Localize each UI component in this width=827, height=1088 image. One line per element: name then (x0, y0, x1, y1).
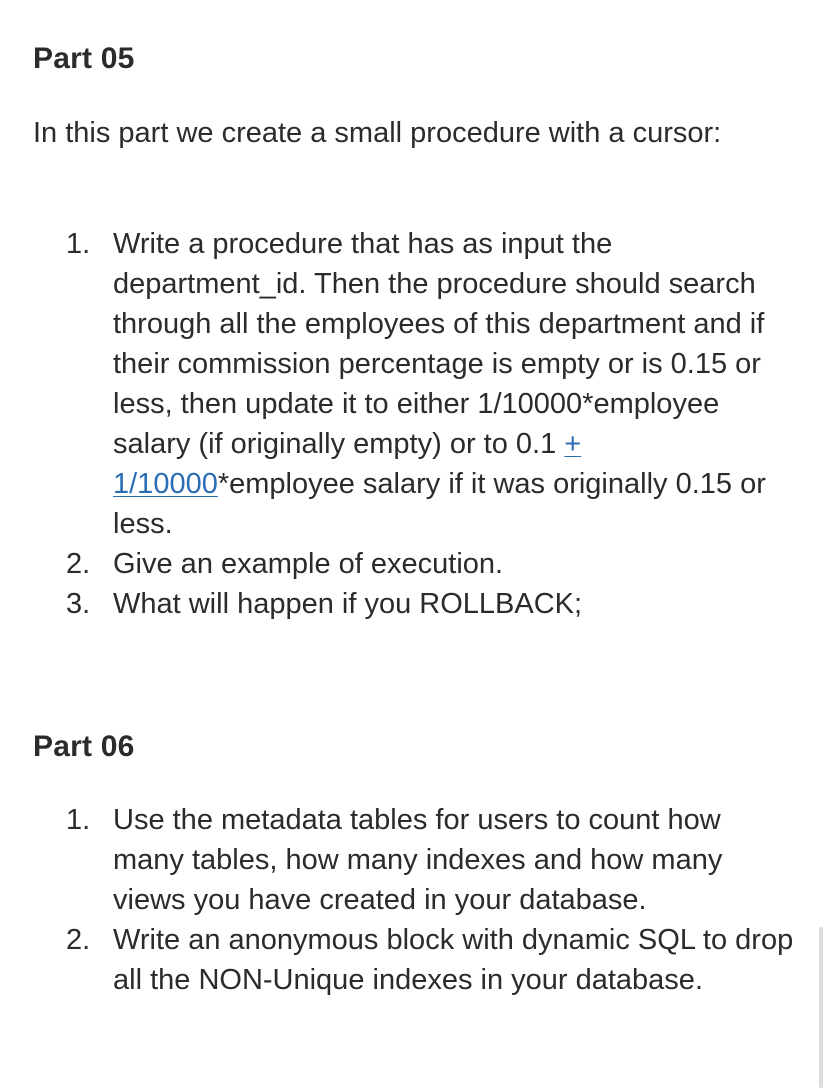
part06-heading: Part 06 (33, 730, 135, 763)
list-number: 2. (66, 548, 91, 580)
part05-heading: Part 05 (33, 42, 135, 75)
scrollbar[interactable] (819, 927, 823, 1088)
part05-list (0, 224, 827, 624)
list-item-text: What will happen if you ROLLBACK; (113, 588, 583, 620)
list-item-text: Give an example of execution. (113, 548, 504, 580)
list-number: 1. (66, 228, 91, 260)
list-item (0, 584, 827, 624)
list-item (0, 920, 827, 1000)
formula-link[interactable]: + 1/10000 (113, 428, 582, 500)
list-number: 3. (66, 588, 91, 620)
list-number: 2. (66, 924, 91, 956)
part05-intro: In this part we create a small procedure with a cursor: (33, 117, 722, 149)
list-item (0, 800, 827, 920)
list-item-text: Use the metadata tables for users to count how many tables, how many indexes and how many views you have created in your database. (113, 804, 723, 916)
list-number: 1. (66, 804, 91, 836)
list-item (0, 224, 827, 544)
part06-list (0, 800, 827, 1000)
list-item-text-after: *employee salary if it was originally 0.15 or less. (113, 468, 766, 540)
list-item-text-before: Write a procedure that has as input the department_id. Then the procedure should search through all the employees of this department and if their commission percentage is empty or is 0.15 or less, then update it to either 1/10000*employee salary (if originally empty) or to 0.1 (113, 228, 765, 460)
list-item-text: Write an anonymous block with dynamic SQL to drop all the NON-Unique indexes in your database. (113, 924, 794, 996)
list-item (0, 544, 827, 584)
